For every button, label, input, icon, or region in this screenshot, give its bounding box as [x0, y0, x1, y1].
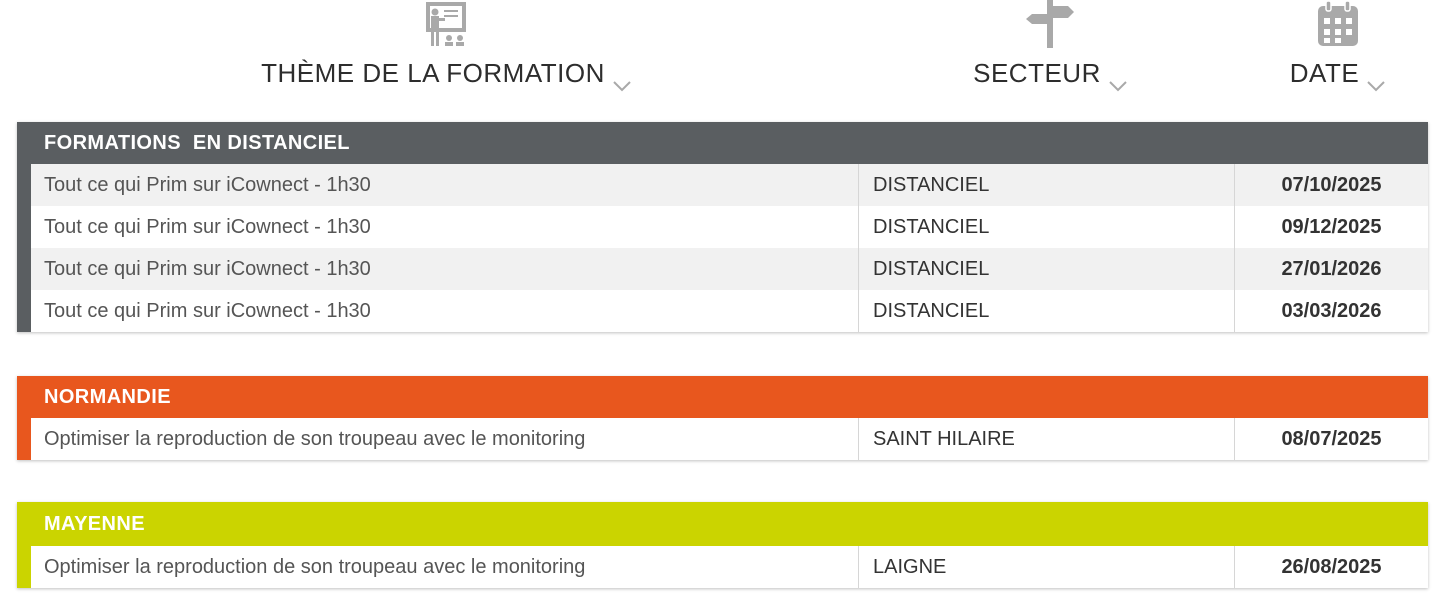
training-row[interactable] [31, 206, 1428, 248]
theme-filter-column [263, 0, 629, 89]
date-filter-label: DATE [1289, 58, 1360, 88]
training-row[interactable] [31, 248, 1428, 290]
group-title: MAYENNE [17, 502, 1428, 546]
chevron-down-icon [613, 68, 631, 80]
training-row[interactable] [31, 290, 1428, 332]
group-distanciel [17, 122, 1428, 332]
calendar-icon [1314, 0, 1362, 48]
group-title: NORMANDIE [17, 376, 1428, 418]
group-rows [17, 164, 1428, 332]
row-date: 08/07/2025 [1281, 427, 1382, 450]
theme-filter-dropdown[interactable] [261, 58, 631, 89]
group-normandie [17, 376, 1428, 460]
row-date: 27/01/2026 [1281, 257, 1382, 280]
row-theme: Tout ce qui Prim sur iCownect - 1h30 [31, 206, 859, 248]
row-theme: Tout ce qui Prim sur iCownect - 1h30 [31, 290, 859, 332]
training-row[interactable] [31, 546, 1428, 588]
secteur-filter-dropdown[interactable] [973, 58, 1127, 89]
group-rows [17, 546, 1428, 588]
group-rows [17, 418, 1428, 460]
training-row[interactable] [31, 418, 1428, 460]
group-title: FORMATIONS EN DISTANCIEL [17, 122, 1428, 164]
row-secteur: DISTANCIEL [859, 290, 1235, 332]
group-mayenne [17, 502, 1428, 588]
date-filter-dropdown[interactable] [1290, 58, 1385, 89]
secteur-filter-column [973, 0, 1124, 89]
row-date: 03/03/2026 [1281, 299, 1382, 322]
row-theme: Tout ce qui Prim sur iCownect - 1h30 [31, 164, 859, 206]
presentation-board-icon [422, 0, 470, 48]
secteur-filter-label: SECTEUR [973, 58, 1101, 88]
training-row[interactable] [31, 164, 1428, 206]
chevron-down-icon [1109, 68, 1127, 80]
theme-filter-label: THÈME DE LA FORMATION [261, 58, 605, 88]
date-filter-column [1289, 0, 1386, 89]
row-secteur: DISTANCIEL [859, 248, 1235, 290]
signpost-icon [1026, 0, 1074, 48]
row-theme: Optimiser la reproduction de son troupeau avec le monitoring [31, 546, 859, 588]
row-theme: Tout ce qui Prim sur iCownect - 1h30 [31, 248, 859, 290]
row-date: 07/10/2025 [1281, 173, 1382, 196]
chevron-down-icon [1367, 68, 1385, 80]
row-theme: Optimiser la reproduction de son troupeau avec le monitoring [31, 418, 859, 460]
row-secteur: LAIGNE [859, 546, 1235, 588]
row-date: 09/12/2025 [1281, 215, 1382, 238]
row-secteur: DISTANCIEL [859, 164, 1235, 206]
row-secteur: SAINT HILAIRE [859, 418, 1235, 460]
row-date: 26/08/2025 [1281, 555, 1382, 578]
row-secteur: DISTANCIEL [859, 206, 1235, 248]
